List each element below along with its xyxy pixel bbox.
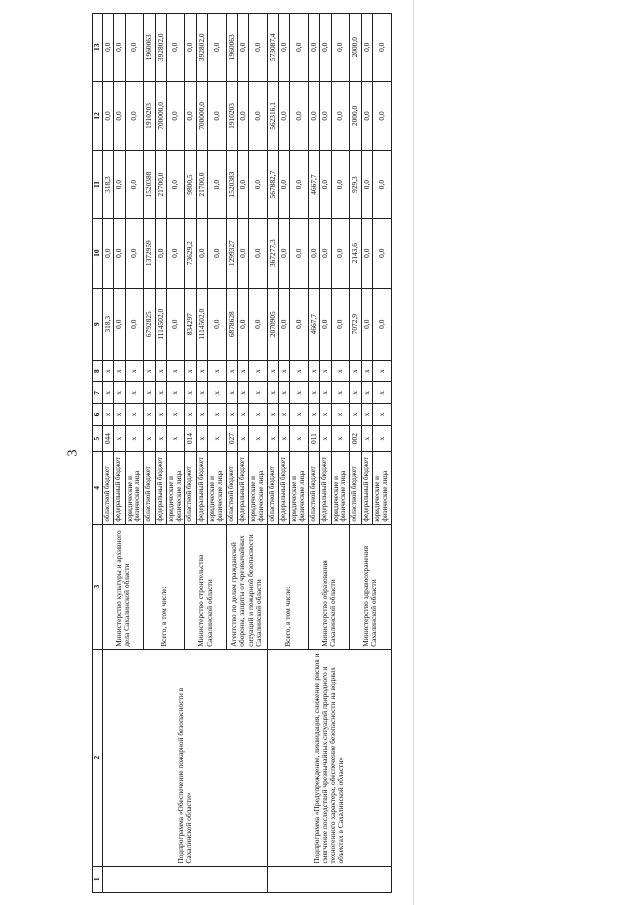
value-cell-code: x xyxy=(331,425,350,451)
funding-source: федеральный бюджет xyxy=(114,452,125,524)
value-cell-v9: 1114502,0 xyxy=(155,288,166,360)
value-cell-x6: x xyxy=(279,404,290,426)
value-cell-v11: 567882,7 xyxy=(267,151,278,218)
value-cell-v13: 2000,0 xyxy=(350,14,361,82)
value-cell-x8: x xyxy=(279,360,290,382)
executor-name: Министерство строительства Сахалинской области xyxy=(185,524,226,649)
value-cell-v12: 0,0 xyxy=(166,81,185,151)
value-cell-v12: 0,0 xyxy=(279,81,290,151)
value-cell-x7: x xyxy=(144,382,155,404)
value-cell-x6: x xyxy=(361,404,372,426)
value-cell-v11: 0,0 xyxy=(290,151,309,218)
value-cell-x7: x xyxy=(166,382,185,404)
value-cell-x7: x xyxy=(155,382,166,404)
value-cell-v10: 0,0 xyxy=(125,218,144,288)
value-cell-v13: 0,0 xyxy=(125,14,144,82)
value-cell-v9: 0,0 xyxy=(208,288,227,360)
value-cell-v11: 1520383 xyxy=(226,151,237,218)
value-cell-x7: x xyxy=(114,382,125,404)
column-header-10: 10 xyxy=(93,218,103,288)
value-cell-x7: x xyxy=(320,382,331,404)
value-cell-v12: 700000,0 xyxy=(196,81,207,151)
value-cell-code: x xyxy=(196,425,207,451)
value-cell-v10: 0,0 xyxy=(114,218,125,288)
executor-name: Агентство по делам гражданской обороны, защиты от чрезвычайных ситуаций и пожарной безопасности Сахалинской области xyxy=(226,524,267,649)
value-cell-v10: 0,0 xyxy=(103,218,114,288)
column-header-11: 11 xyxy=(93,151,103,218)
value-cell-v11: 0,0 xyxy=(279,151,290,218)
value-cell-v12: 0,0 xyxy=(125,81,144,151)
value-cell-x8: x xyxy=(125,360,144,382)
value-cell-v11: 21700,0 xyxy=(196,151,207,218)
value-cell-x8: x xyxy=(166,360,185,382)
funding-source: юридические и физические лица xyxy=(290,452,309,524)
value-cell-v9: 0,0 xyxy=(249,288,268,360)
value-cell-v12: 0,0 xyxy=(103,81,114,151)
rotated-table-container xyxy=(92,13,522,893)
value-cell-v12: 0,0 xyxy=(309,81,320,151)
column-header-5: 5 xyxy=(93,425,103,451)
value-cell-x6: x xyxy=(309,404,320,426)
value-cell-v11: 0,0 xyxy=(372,151,391,218)
table-body xyxy=(103,14,392,893)
value-cell-v13: 0,0 xyxy=(331,14,350,82)
value-cell-x7: x xyxy=(103,382,114,404)
column-header-9: 9 xyxy=(93,288,103,360)
value-cell-v9: 1114502,0 xyxy=(196,288,207,360)
value-cell-code: x xyxy=(155,425,166,451)
value-cell-x7: x xyxy=(267,382,278,404)
value-cell-x6: x xyxy=(249,404,268,426)
value-cell-x8: x xyxy=(320,360,331,382)
value-cell-code: 014 xyxy=(185,425,196,451)
value-cell-v9: 2070905 xyxy=(267,288,278,360)
funding-source: федеральный бюджет xyxy=(196,452,207,524)
value-cell-code: x xyxy=(208,425,227,451)
value-cell-v13: 1960063 xyxy=(226,14,237,82)
value-cell-v10: 0,0 xyxy=(279,218,290,288)
funding-source: федеральный бюджет xyxy=(361,452,372,524)
value-cell-v11: 9800,5 xyxy=(185,151,196,218)
value-cell-x8: x xyxy=(208,360,227,382)
value-cell-x6: x xyxy=(320,404,331,426)
value-cell-v13: 0,0 xyxy=(237,14,248,82)
column-header-1: 1 xyxy=(93,866,103,892)
value-cell-x6: x xyxy=(196,404,207,426)
value-cell-x7: x xyxy=(350,382,361,404)
value-cell-code: x xyxy=(290,425,309,451)
value-cell-x7: x xyxy=(226,382,237,404)
value-cell-v13: 0,0 xyxy=(114,14,125,82)
value-cell-x7: x xyxy=(279,382,290,404)
value-cell-v9: 0,0 xyxy=(320,288,331,360)
funding-source: областной бюджет xyxy=(267,452,278,524)
value-cell-v11: 0,0 xyxy=(320,151,331,218)
value-cell-v13: 573087,4 xyxy=(267,14,278,82)
value-cell-v12: 0,0 xyxy=(249,81,268,151)
value-cell-v9: 0,0 xyxy=(166,288,185,360)
value-cell-v9: 318,3 xyxy=(103,288,114,360)
value-cell-v10: 0,0 xyxy=(237,218,248,288)
value-cell-v13: 0,0 xyxy=(290,14,309,82)
value-cell-x7: x xyxy=(290,382,309,404)
table-header-row xyxy=(93,14,103,893)
value-cell-x8: x xyxy=(196,360,207,382)
value-cell-code: x xyxy=(267,425,278,451)
funding-source: юридические и физические лица xyxy=(372,452,391,524)
value-cell-x7: x xyxy=(331,382,350,404)
column-header-7: 7 xyxy=(93,382,103,404)
value-cell-v9: 834297 xyxy=(185,288,196,360)
value-cell-v11: 0,0 xyxy=(125,151,144,218)
executor-name: Министерство образования Сахалинской области xyxy=(309,524,350,649)
value-cell-v10: 73629,2 xyxy=(185,218,196,288)
value-cell-x8: x xyxy=(185,360,196,382)
value-cell-x8: x xyxy=(290,360,309,382)
value-cell-v9: 0,0 xyxy=(237,288,248,360)
value-cell-v13: 0,0 xyxy=(372,14,391,82)
value-cell-x8: x xyxy=(144,360,155,382)
value-cell-v10: 0,0 xyxy=(155,218,166,288)
value-cell-v12: 0,0 xyxy=(331,81,350,151)
funding-source: федеральный бюджет xyxy=(279,452,290,524)
value-cell-v9: 7072,9 xyxy=(350,288,361,360)
value-cell-v13: 392802,0 xyxy=(155,14,166,82)
column-header-8: 8 xyxy=(93,360,103,382)
value-cell-v13: 392802,0 xyxy=(196,14,207,82)
table-row xyxy=(103,14,114,893)
value-cell-x6: x xyxy=(144,404,155,426)
value-cell-v12: 0,0 xyxy=(237,81,248,151)
value-cell-x8: x xyxy=(350,360,361,382)
row-number-cell xyxy=(103,866,268,892)
column-header-6: 6 xyxy=(93,404,103,426)
funding-source: юридические и физические лица xyxy=(125,452,144,524)
value-cell-v13: 0,0 xyxy=(166,14,185,82)
value-cell-x6: x xyxy=(331,404,350,426)
executor-name: Всего, в том числе: xyxy=(267,524,308,649)
value-cell-v9: 0,0 xyxy=(125,288,144,360)
executor-name: Всего, в том числе: xyxy=(144,524,185,649)
value-cell-code: x xyxy=(279,425,290,451)
funding-source: юридические и физические лица xyxy=(208,452,227,524)
funding-source: юридические и физические лица xyxy=(166,452,185,524)
table-row xyxy=(267,14,278,893)
value-cell-x8: x xyxy=(361,360,372,382)
value-cell-x6: x xyxy=(166,404,185,426)
value-cell-v10: 0,0 xyxy=(196,218,207,288)
funding-source: областной бюджет xyxy=(185,452,196,524)
executor-name: Министерство культуры и архивного дела Сахалинской области xyxy=(103,524,144,649)
value-cell-x7: x xyxy=(196,382,207,404)
value-cell-v9: 4667,7 xyxy=(309,288,320,360)
value-cell-x6: x xyxy=(125,404,144,426)
value-cell-v10: 2143,6 xyxy=(350,218,361,288)
value-cell-v13: 0,0 xyxy=(320,14,331,82)
value-cell-v9: 6878628 xyxy=(226,288,237,360)
value-cell-x7: x xyxy=(125,382,144,404)
value-cell-v12: 0,0 xyxy=(208,81,227,151)
value-cell-x7: x xyxy=(372,382,391,404)
value-cell-x8: x xyxy=(249,360,268,382)
value-cell-v13: 0,0 xyxy=(208,14,227,82)
value-cell-code: 027 xyxy=(226,425,237,451)
value-cell-v12: 2000,0 xyxy=(350,81,361,151)
column-header-2: 2 xyxy=(93,649,103,866)
value-cell-x8: x xyxy=(309,360,320,382)
funding-source: юридические и физические лица xyxy=(249,452,268,524)
value-cell-v11: 0,0 xyxy=(166,151,185,218)
column-header-4: 4 xyxy=(93,452,103,524)
value-cell-v9: 0,0 xyxy=(279,288,290,360)
value-cell-v12: 0,0 xyxy=(320,81,331,151)
value-cell-code: x xyxy=(361,425,372,451)
value-cell-v12: 0,0 xyxy=(372,81,391,151)
value-cell-v13: 0,0 xyxy=(185,14,196,82)
value-cell-v13: 0,0 xyxy=(309,14,320,82)
row-number-cell xyxy=(267,866,391,892)
value-cell-v11: 0,0 xyxy=(249,151,268,218)
value-cell-x6: x xyxy=(350,404,361,426)
value-cell-x8: x xyxy=(331,360,350,382)
funding-source: федеральный бюджет xyxy=(320,452,331,524)
value-cell-v10: 0,0 xyxy=(331,218,350,288)
value-cell-x8: x xyxy=(237,360,248,382)
value-cell-x8: x xyxy=(372,360,391,382)
value-cell-v13: 0,0 xyxy=(103,14,114,82)
executor-name: Министерство здравоохранения Сахалинской области xyxy=(350,524,391,649)
funding-source: федеральный бюджет xyxy=(237,452,248,524)
value-cell-code: x xyxy=(166,425,185,451)
column-header-3: 3 xyxy=(93,524,103,649)
value-cell-v9: 0,0 xyxy=(290,288,309,360)
value-cell-x7: x xyxy=(237,382,248,404)
value-cell-x6: x xyxy=(267,404,278,426)
value-cell-v10: 0,0 xyxy=(320,218,331,288)
budget-table xyxy=(92,13,392,893)
value-cell-x6: x xyxy=(208,404,227,426)
value-cell-code: 011 xyxy=(309,425,320,451)
value-cell-v10: 0,0 xyxy=(290,218,309,288)
value-cell-x8: x xyxy=(114,360,125,382)
value-cell-v12: 0,0 xyxy=(114,81,125,151)
value-cell-x8: x xyxy=(103,360,114,382)
value-cell-code: x xyxy=(144,425,155,451)
value-cell-x6: x xyxy=(372,404,391,426)
value-cell-v11: 318,3 xyxy=(103,151,114,218)
funding-source: областной бюджет xyxy=(144,452,155,524)
subprogram-name: Подпрограмма «Обеспечение пожарной безопасности в Сахалинской области» xyxy=(103,649,268,866)
value-cell-v9: 0,0 xyxy=(372,288,391,360)
value-cell-v11: 0,0 xyxy=(331,151,350,218)
value-cell-x6: x xyxy=(103,404,114,426)
value-cell-v12: 562316,1 xyxy=(267,81,278,151)
page-number: 3 xyxy=(65,449,81,457)
funding-source: областной бюджет xyxy=(103,452,114,524)
value-cell-v10: 0,0 xyxy=(208,218,227,288)
value-cell-x6: x xyxy=(185,404,196,426)
value-cell-v10: 0,0 xyxy=(361,218,372,288)
value-cell-v10: 0,0 xyxy=(372,218,391,288)
value-cell-code: x xyxy=(125,425,144,451)
value-cell-code: x xyxy=(320,425,331,451)
column-header-13: 13 xyxy=(93,14,103,82)
value-cell-v13: 1960063 xyxy=(144,14,155,82)
value-cell-v13: 0,0 xyxy=(249,14,268,82)
value-cell-v13: 0,0 xyxy=(361,14,372,82)
value-cell-v10: 367277,3 xyxy=(267,218,278,288)
value-cell-v13: 0,0 xyxy=(279,14,290,82)
value-cell-code: x xyxy=(249,425,268,451)
value-cell-v11: 929,3 xyxy=(350,151,361,218)
value-cell-v10: 0,0 xyxy=(166,218,185,288)
funding-source: федеральный бюджет xyxy=(155,452,166,524)
value-cell-v11: 0,0 xyxy=(114,151,125,218)
value-cell-v12: 1910203 xyxy=(144,81,155,151)
subprogram-name: Подпрограмма «Предупреждение, ликвидация, снижение рисков и смягчение последствий чрезвычайных ситуаций природного и техногенного характера, обеспечение безопасности на водных объектах в Сахалинской области» xyxy=(267,649,391,866)
value-cell-x7: x xyxy=(185,382,196,404)
value-cell-code: 044 xyxy=(103,425,114,451)
value-cell-v10: 1372959 xyxy=(144,218,155,288)
value-cell-v11: 21700,0 xyxy=(155,151,166,218)
funding-source: областной бюджет xyxy=(350,452,361,524)
value-cell-x6: x xyxy=(290,404,309,426)
value-cell-v11: 0,0 xyxy=(208,151,227,218)
value-cell-v10: 1299327 xyxy=(226,218,237,288)
value-cell-x8: x xyxy=(155,360,166,382)
value-cell-v10: 0,0 xyxy=(309,218,320,288)
funding-source: областной бюджет xyxy=(226,452,237,524)
value-cell-v9: 0,0 xyxy=(114,288,125,360)
value-cell-x8: x xyxy=(226,360,237,382)
value-cell-v11: 0,0 xyxy=(237,151,248,218)
value-cell-v9: 6792825 xyxy=(144,288,155,360)
value-cell-x6: x xyxy=(114,404,125,426)
value-cell-v12: 0,0 xyxy=(185,81,196,151)
funding-source: областной бюджет xyxy=(309,452,320,524)
value-cell-x7: x xyxy=(309,382,320,404)
value-cell-v11: 1520388 xyxy=(144,151,155,218)
value-cell-x6: x xyxy=(155,404,166,426)
value-cell-code: x xyxy=(237,425,248,451)
value-cell-x6: x xyxy=(226,404,237,426)
value-cell-x7: x xyxy=(361,382,372,404)
value-cell-x6: x xyxy=(237,404,248,426)
value-cell-code: x xyxy=(114,425,125,451)
value-cell-v11: 0,0 xyxy=(361,151,372,218)
column-header-12: 12 xyxy=(93,81,103,151)
value-cell-x8: x xyxy=(267,360,278,382)
value-cell-code: 002 xyxy=(350,425,361,451)
value-cell-v12: 1910203 xyxy=(226,81,237,151)
value-cell-v10: 0,0 xyxy=(249,218,268,288)
value-cell-v12: 0,0 xyxy=(290,81,309,151)
value-cell-v12: 0,0 xyxy=(361,81,372,151)
funding-source: юридические и физические лица xyxy=(331,452,350,524)
value-cell-v12: 700000,0 xyxy=(155,81,166,151)
value-cell-code: x xyxy=(372,425,391,451)
value-cell-v11: 4667,7 xyxy=(309,151,320,218)
value-cell-v9: 0,0 xyxy=(361,288,372,360)
value-cell-x7: x xyxy=(249,382,268,404)
value-cell-x7: x xyxy=(208,382,227,404)
value-cell-v9: 0,0 xyxy=(331,288,350,360)
